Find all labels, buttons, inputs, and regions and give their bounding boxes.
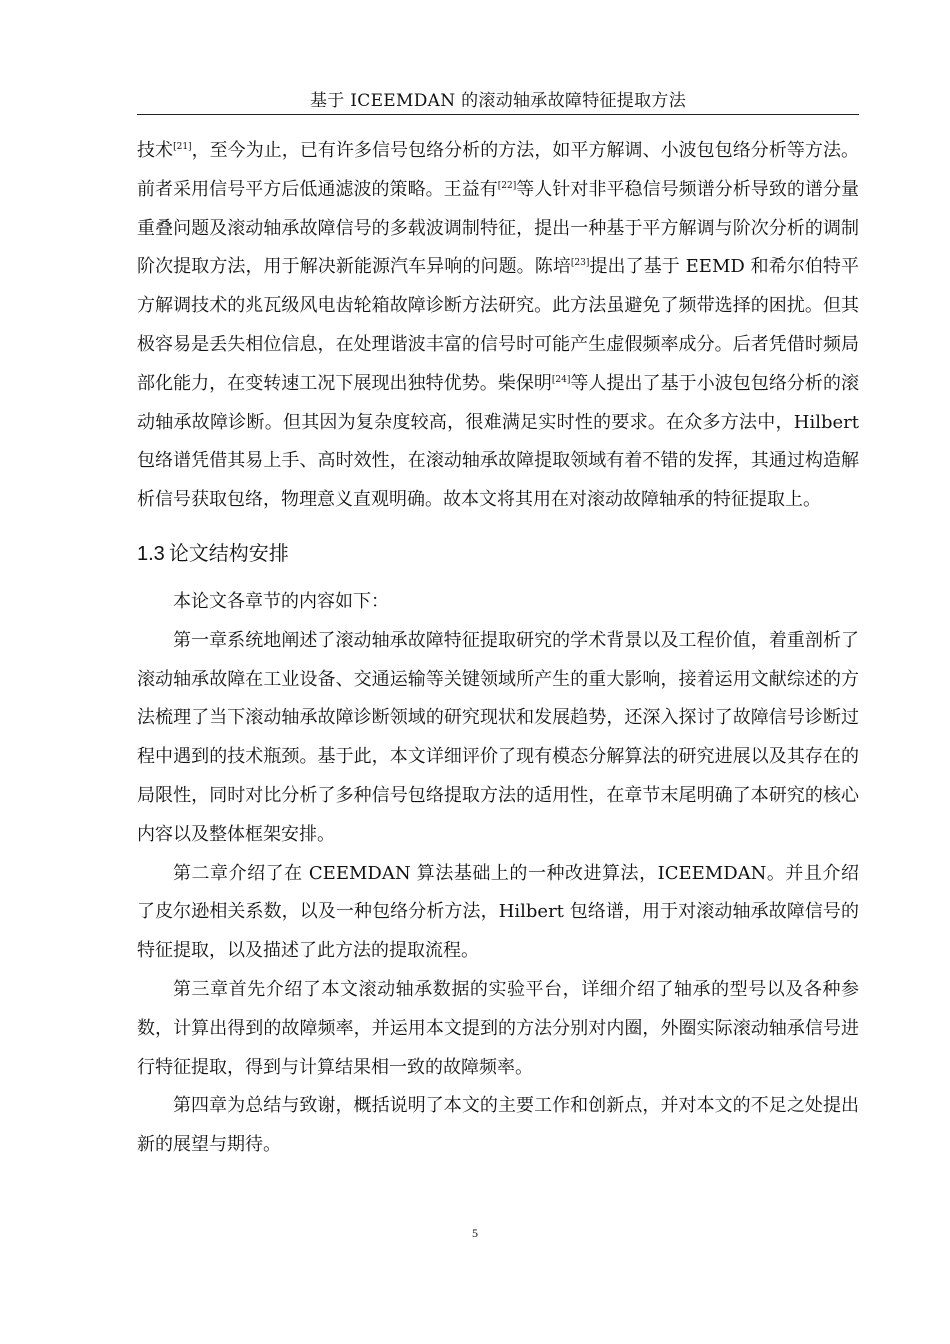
page-body: [137, 132, 859, 1165]
text-run: 技术: [137, 140, 174, 161]
page-number: 5: [472, 1226, 478, 1240]
paragraph-intro: 本论文各章节的内容如下：: [173, 590, 389, 612]
citation-21[interactable]: [21]: [173, 142, 192, 152]
text-run: ，至今为止，已有许多信号包络分析的方法，如平方解调、小波包包络分析等方法。前者采用信号平方后低通滤波的策略。王益有: [137, 140, 859, 200]
citation-22[interactable]: [22]: [497, 180, 517, 191]
section-title: 论文结构安排: [168, 540, 289, 565]
running-header: [137, 88, 859, 115]
citation-23[interactable]: [23]: [570, 258, 590, 269]
paragraph-chapter-1: 第一章系统地阐述了滚动轴承故障特征提取研究的学术背景以及工程价值，着重剖析了滚动轴承故障在工业设备、交通运输等关键领域所产生的重大影响，接着运用文献综述的方法梳理了当下滚动轴承故障诊断领域的研究现状和发展趋势，还深入探讨了故障信号诊断过程中遇到的技术瓶颈。基于此，本文详细评价了现有模态分解算法的研究进展以及其存在的局限性，同时对比分析了多种信号包络提取方法的适用性，在章节末尾明确了本研究的核心内容以及整体框架安排。: [137, 629, 859, 845]
paragraph-chapter-3: 第三章首先介绍了本文滚动轴承数据的实验平台，详细介绍了轴承的型号以及各种参数，计算出得到的故障频率，并运用本文提到的方法分别对内圈，外圈实际滚动轴承信号进行特征提取，得到与计算结果相一致的故障频率。: [137, 978, 859, 1078]
running-header-title: 基于 ICEEMDAN 的滚动轴承故障特征提取方法: [309, 91, 687, 111]
citation-24[interactable]: [24]: [551, 374, 571, 385]
text-run: 等人提出了基于小波包包络分析的滚动轴承故障诊断。但其因为复杂度较高，很难满足实时性的要求。在众多方法中，Hilbert 包络谱凭借其易上手、高时效性，在滚动轴承故障提取领域有着不错的发挥，其通过构造解析信号获取包络，物理意义直观明确。故本文将其用在对滚动故障轴承的特征提取上。: [137, 372, 860, 511]
text-run: 等人针对非平稳信号频谱分析导致的谱分量重叠问题及滚动轴承故障信号的多载波调制特征，提出一种基于平方解调与阶次分析的调制阶次提取方法，用于解决新能源汽车异响的问题。陈培: [137, 178, 860, 278]
paragraph-chapter-2: 第二章介绍了在 CEEMDAN 算法基础上的一种改进算法，ICEEMDAN。并且介绍了皮尔逊相关系数，以及一种包络分析方法，Hilbert 包络谱，用于对滚动轴承故障信号的特征提取，以及描述了此方法的提取流程。: [137, 862, 859, 962]
section-number: 1.3: [137, 542, 165, 565]
paragraph-chapter-4: 第四章为总结与致谢，概括说明了本文的主要工作和创新点，并对本文的不足之处提出新的展望与期待。: [137, 1095, 859, 1156]
section-heading: [137, 536, 859, 571]
paragraph-continued: [137, 132, 859, 520]
text-run: 提出了基于 EEMD 和希尔伯特平方解调技术的兆瓦级风电齿轮箱故障诊断方法研究。此方法虽避免了频带选择的困扰。但其极容易是丢失相位信息，在处理谐波丰富的信号时可能产生虚假频率成分。后者凭借时频局部化能力，在变转速工况下展现出独特优势。柴保明: [137, 256, 860, 394]
